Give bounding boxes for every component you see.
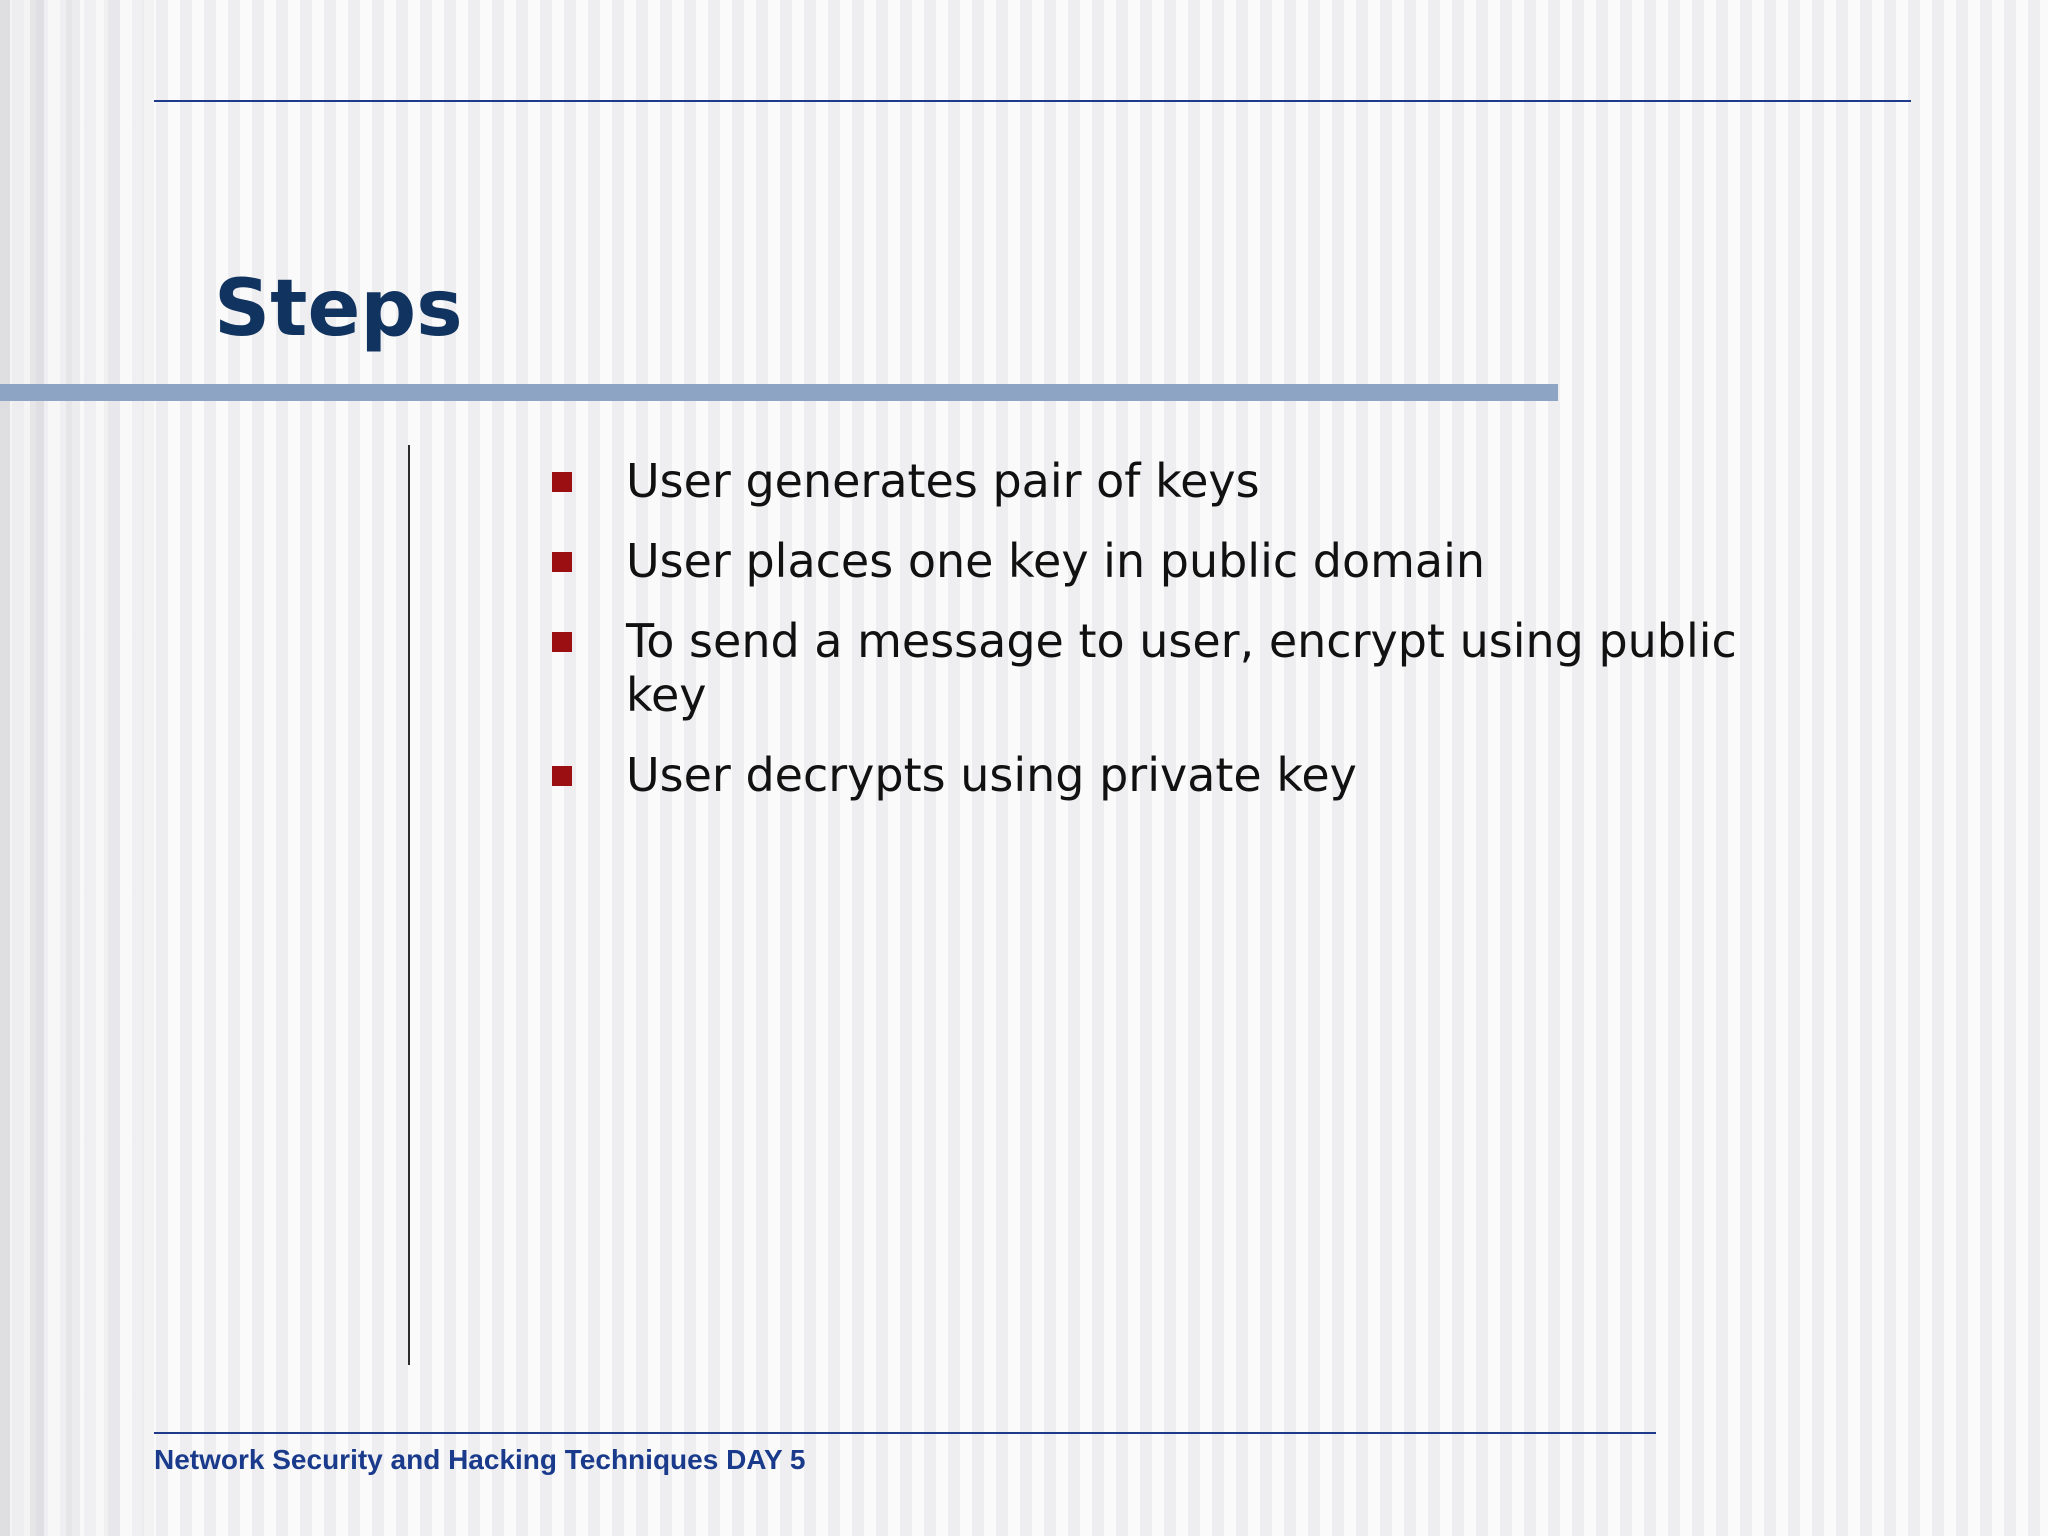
slide-title: Steps (214, 264, 463, 354)
square-bullet-icon (552, 552, 572, 572)
list-item (548, 614, 1798, 722)
bullet-list (548, 454, 1798, 828)
title-accent-bar (0, 384, 1558, 401)
footer-text: Network Security and Hacking Techniques DAY 5 (154, 1444, 806, 1475)
list-item-text: User generates pair of keys (626, 454, 1260, 508)
square-bullet-icon (552, 472, 572, 492)
square-bullet-icon (552, 632, 572, 652)
list-item (548, 534, 1798, 588)
vertical-divider-line (408, 445, 410, 1365)
list-item-text: User places one key in public domain (626, 534, 1486, 588)
square-bullet-icon (552, 766, 572, 786)
list-item-text: To send a message to user, encrypt using public key (626, 614, 1737, 722)
list-item-text: User decrypts using private key (626, 748, 1357, 802)
list-item (548, 454, 1798, 508)
bottom-divider-line (154, 1432, 1656, 1434)
list-item (548, 748, 1798, 802)
top-divider-line (154, 100, 1911, 102)
